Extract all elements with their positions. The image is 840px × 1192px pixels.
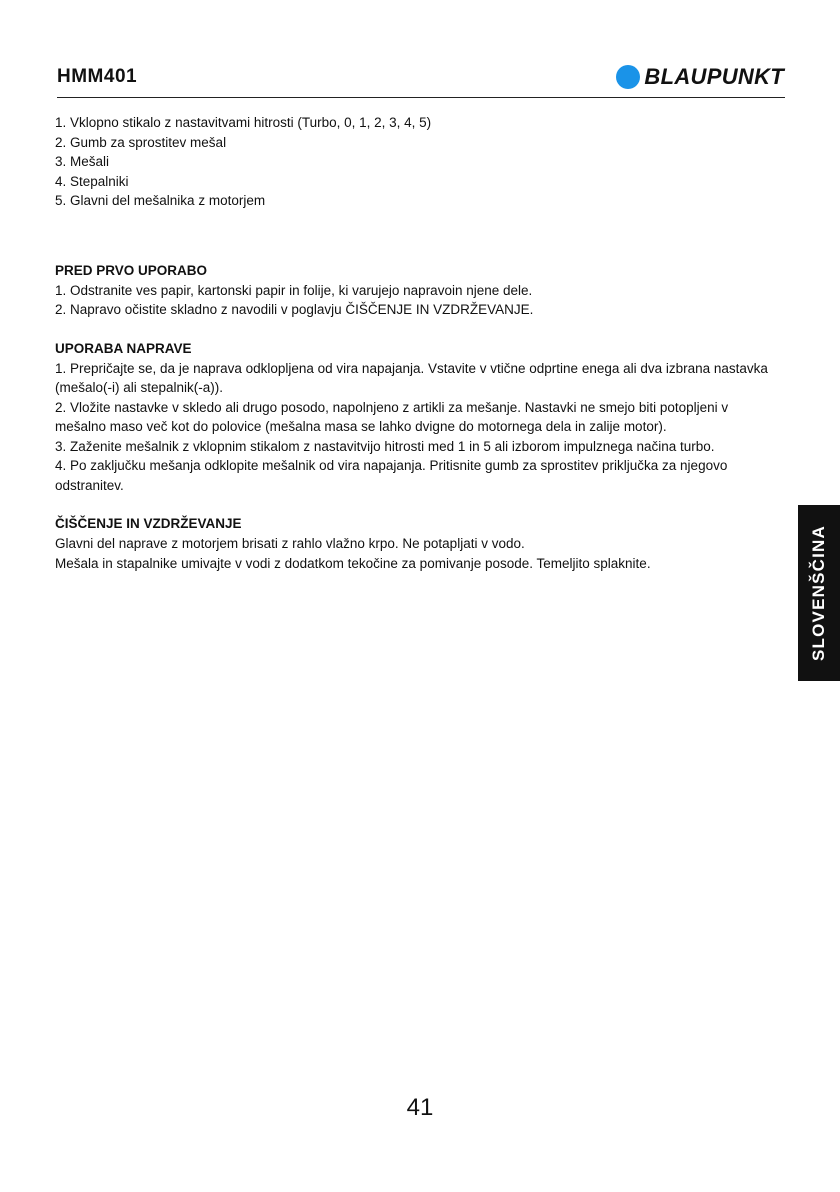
paragraph: 2. Napravo očistite skladno z navodili v poglavju ČIŠČENJE IN VZDRŽEVANJE. — [55, 302, 534, 317]
list-item: 4. Stepalniki — [55, 173, 129, 189]
header-divider — [57, 97, 785, 98]
list-item: 5. Glavni del mešalnika z motorjem — [55, 193, 266, 208]
section-cleaning — [55, 514, 775, 573]
list-item: 1. Vklopno stikalo z nastavitvami hitrosti (Turbo, 0, 1, 2, 3, 4, 5) — [55, 115, 432, 130]
list-item: 3. Mešali — [55, 154, 110, 169]
section-heading: UPORABA NAPRAVE — [55, 340, 192, 356]
model-number: HMM401 — [57, 66, 138, 87]
page-number: 41 — [406, 1094, 434, 1121]
paragraph: Mešala in stapalnike umivajte v vodi z dodatkom tekočine za pomivanje posode. Temeljito splaknite. — [55, 555, 651, 571]
section-using-device — [55, 339, 775, 496]
paragraph: 4. Po zaključku mešanja odklopite mešalnik od vira napajanja. Pritisnite gumb za sprostitev priključka za njegovo odstranitev. — [55, 458, 728, 493]
paragraph: 1. Odstranite ves papir, kartonski papir in folije, ki varujejo napravoin njene dele. — [55, 282, 533, 298]
paragraph: Glavni del naprave z motorjem brisati z rahlo vlažno krpo. Ne potapljati v vodo. — [55, 536, 525, 551]
section-before-first-use — [55, 261, 775, 320]
page-header — [57, 66, 784, 96]
section-heading: PRED PRVO UPORABO — [55, 262, 208, 278]
language-label: SLOVENŠČINA — [809, 525, 828, 661]
section-heading: ČIŠČENJE IN VZDRŽEVANJE — [55, 516, 242, 531]
blue-dot-logo-icon — [616, 65, 640, 89]
brand-logo — [616, 64, 784, 90]
language-tab — [798, 505, 840, 681]
parts-list — [55, 113, 775, 211]
list-item: 2. Gumb za sprostitev mešal — [55, 134, 227, 150]
brand-name: BLAUPUNKT — [644, 64, 784, 89]
paragraph: 2. Vložite nastavke v skledo ali drugo posodo, napolnjeno z artikli za mešanje. Nastavki ne smejo biti potopljeni v mešalno maso več kot do polovice (mešalna masa se lahko dvigne do motornega dela in zalije motor). — [55, 399, 729, 434]
manual-content — [55, 113, 775, 573]
paragraph: 1. Prepričajte se, da je naprava odklopljena od vira napajanja. Vstavite v vtične odprtine enega ali dva izbrana nastavka (mešalo(-i) ali stepalnik(-a)). — [55, 360, 768, 395]
paragraph: 3. Zaženite mešalnik z vklopnim stikalom z nastavitvijo hitrosti med 1 in 5 ali izborom impulznega načina turbo. — [55, 438, 715, 454]
